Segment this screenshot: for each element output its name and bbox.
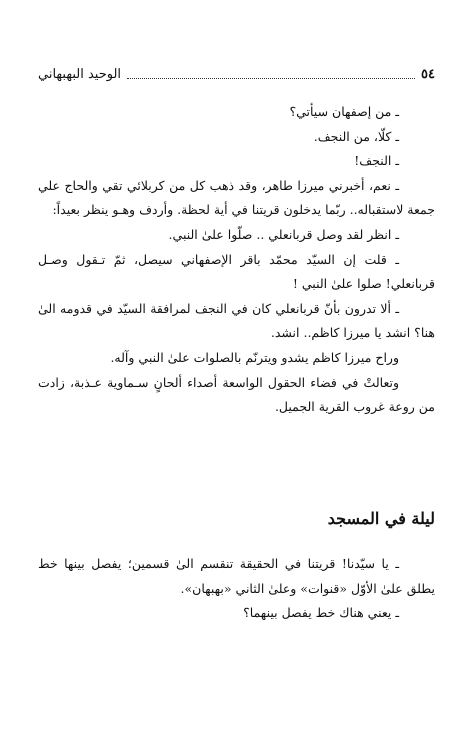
dialogue-line: ـ نعم، أخبرني ميرزا طاهر، وقد ذهب كل من كربلائي تقي والحاج علي جمعة لاستقباله.. ربّما يدخلون قريتنا في أية لحظة. وأردف وهـو ينظر بعيداً: (38, 177, 435, 218)
dialogue-line: ـ يعني هناك خط يفصل بينهما؟ (243, 605, 399, 621)
dialogue-line: ـ كلّا، من النجف. (313, 128, 399, 144)
dialogue-line: ـ قلت إن السيّد محمّد باقر الإصفهاني سيصل، ثمّ تـقول وصـل قربانعلي! صلوا علىٰ النبي ! (38, 251, 435, 292)
section-heading: ليلة في المسجد (327, 509, 435, 528)
narrative-paragraph: وتعالتْ في فضاء الحقول الواسعة أصداء ألحانٍ سـماوية عـذبة، زادت من روعة غروب القرية الجميل. (38, 374, 435, 415)
dialogue-line: ـ النجف! (354, 153, 399, 169)
dotted-leader (127, 78, 415, 79)
section-text (38, 552, 435, 626)
page-number: ٥٤ (421, 66, 435, 82)
running-header (38, 64, 435, 84)
body-text (38, 100, 435, 420)
dialogue-line: ـ انظر لقد وصل قربانعلي .. صلّوا علىٰ النبي. (168, 226, 399, 242)
dialogue-line: ـ من إصفهان سيأتي؟ (289, 104, 399, 119)
book-title: الوحيد البهبهاني (38, 66, 122, 82)
dialogue-line: ـ يا سيّدنا! قريتنا في الحقيقة تنقسم الىٰ قسمين؛ يفصل بينها خط يطلق علىٰ الأوّل «قنوات» وعلىٰ الثاني «بهبهان». (38, 556, 435, 596)
narrative-paragraph: وراح ميرزا كاظم يشدو ويترنّم بالصلوات علىٰ النبي وآله. (110, 349, 399, 365)
dialogue-line: ـ ألا تدرون بأنّ قربانعلي كان في النجف لمرافقة السيّد في قدومه الىٰ هنا؟ انشد يا ميرزا كاظم.. انشد. (38, 300, 435, 341)
